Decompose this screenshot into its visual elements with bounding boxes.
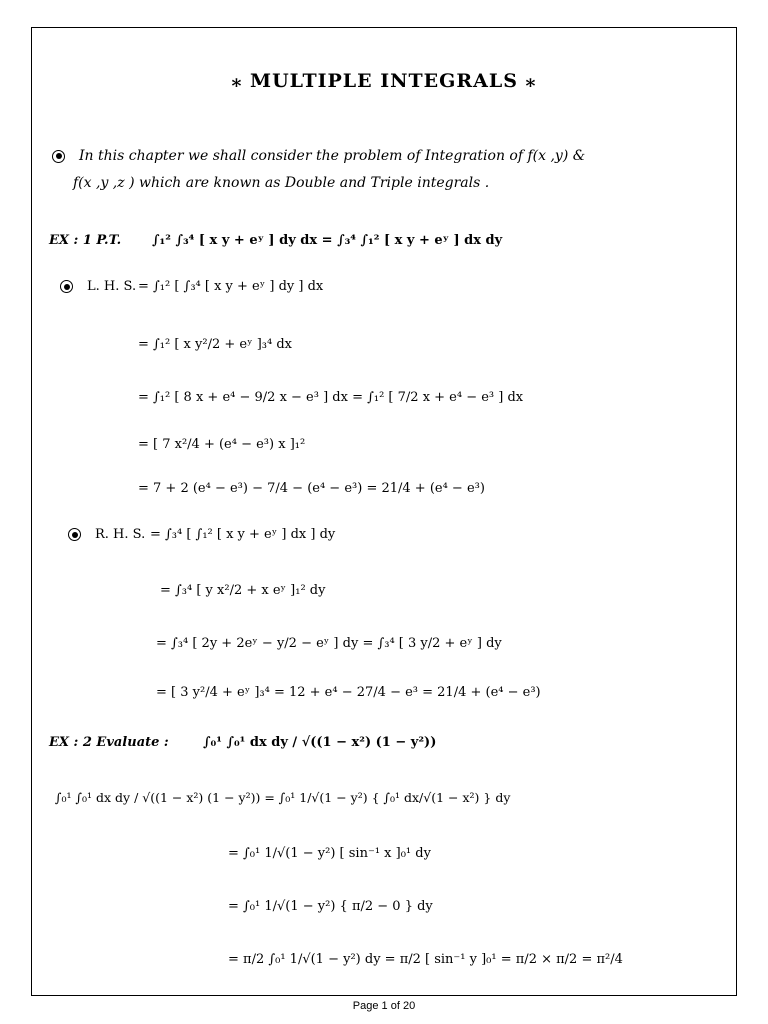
bullet-icon: [52, 150, 65, 163]
lhs-step-3: = ∫₁² [ 8 x + e⁴ − 9/2 x − e³ ] dx = ∫₁² [ 7/2 x + e⁴ − e³ ] dx: [138, 390, 524, 405]
ex1-heading: EX : 1 P.T.: [49, 233, 122, 248]
lhs-row: [60, 280, 136, 293]
rhs-step-3: = ∫₃⁴ [ 2y + 2eʸ − y/2 − eʸ ] dy = ∫₃⁴ [ 3 y/2 + eʸ ] dy: [156, 636, 502, 651]
rhs-step-4: = [ 3 y²/4 + eʸ ]₃⁴ = 12 + e⁴ − 27/4 − e³ = 21/4 + (e⁴ − e³): [156, 685, 541, 700]
lhs-step-1: = ∫₁² [ ∫₃⁴ [ x y + eʸ ] dy ] dx: [138, 279, 324, 294]
rhs-row: [68, 528, 145, 541]
rhs-step-2: = ∫₃⁴ [ y x²/2 + x eʸ ]₁² dy: [160, 583, 326, 598]
lhs-step-2: = ∫₁² [ x y²/2 + eʸ ]₃⁴ dx: [138, 337, 292, 352]
ex2-statement: ∫₀¹ ∫₀¹ dx dy / √((1 − x²) (1 − y²)): [203, 735, 437, 750]
ex2-heading: EX : 2 Evaluate :: [49, 735, 169, 750]
lhs-label: L. H. S.: [87, 279, 137, 294]
ex1-statement: ∫₁² ∫₃⁴ [ x y + eʸ ] dy dx = ∫₃⁴ ∫₁² [ x y + eʸ ] dx dy: [152, 233, 503, 248]
intro-text-1: In this chapter we shall consider the problem of Integration of f(x ,y) &: [79, 148, 586, 164]
page-footer: Page 1 of 20: [352, 1000, 416, 1012]
ex2-step-2: = ∫₀¹ 1/√(1 − y²) [ sin⁻¹ x ]₀¹ dy: [228, 846, 431, 861]
bullet-icon: [68, 528, 81, 541]
page-title: ⁎ MULTIPLE INTEGRALS ⁎: [231, 70, 537, 92]
ex2-step-3: = ∫₀¹ 1/√(1 − y²) { π/2 − 0 } dy: [228, 899, 433, 914]
intro-line-2: f(x ,y ,z ) which are known as Double and Triple integrals .: [73, 175, 490, 191]
lhs-step-4: = [ 7 x²/4 + (e⁴ − e³) x ]₁²: [138, 437, 306, 452]
lhs-step-5: = 7 + 2 (e⁴ − e³) − 7/4 − (e⁴ − e³) = 21/4 + (e⁴ − e³): [138, 481, 485, 496]
bullet-icon: [60, 280, 73, 293]
ex2-step-4: = π/2 ∫₀¹ 1/√(1 − y²) dy = π/2 [ sin⁻¹ y ]₀¹ = π/2 × π/2 = π²/4: [228, 952, 623, 967]
intro-line-1: [52, 149, 585, 163]
ex2-step-1: ∫₀¹ ∫₀¹ dx dy / √((1 − x²) (1 − y²)) = ∫₀¹ 1/√(1 − y²) { ∫₀¹ dx/√(1 − x²) } dy: [55, 790, 511, 805]
rhs-step-1: = ∫₃⁴ [ ∫₁² [ x y + eʸ ] dx ] dy: [150, 527, 336, 542]
rhs-label: R. H. S.: [95, 527, 146, 542]
